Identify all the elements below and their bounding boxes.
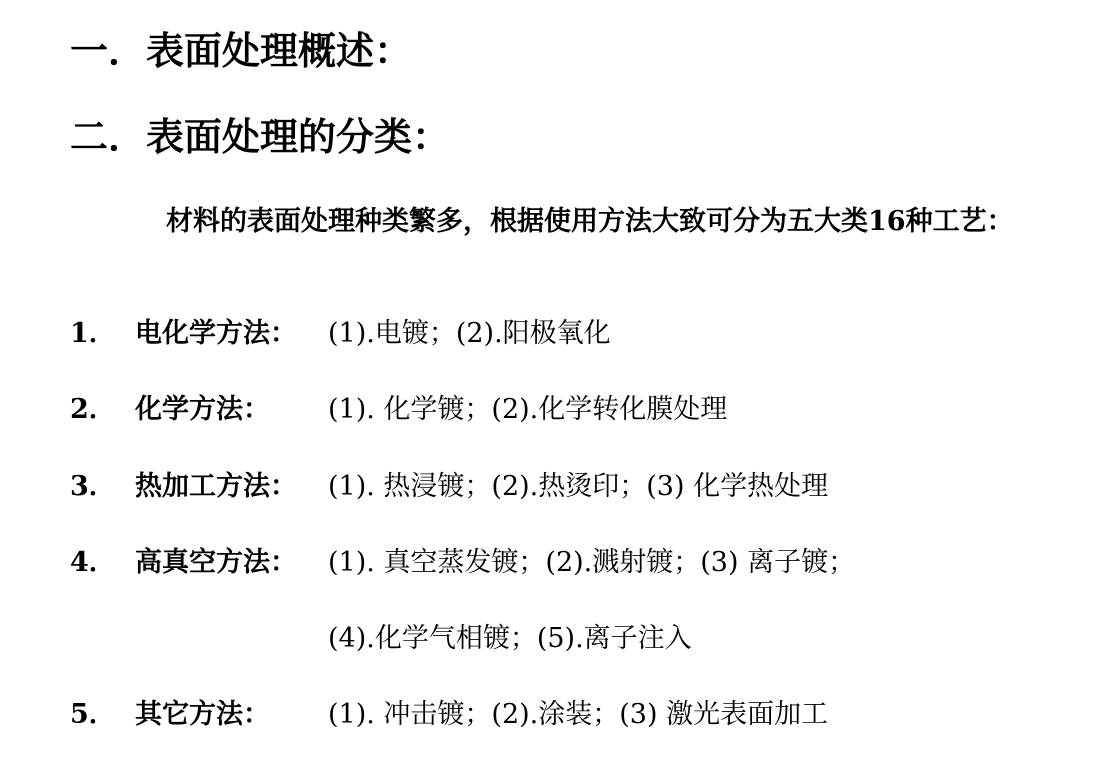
item-number: 3． xyxy=(70,471,116,502)
item-methods: (4).化学气相镀；(5).离子注入 xyxy=(328,623,692,654)
item-methods: (1). 真空蒸发镀；(2).溅射镀；(3) 离子镀； xyxy=(328,547,856,578)
list-item-continuation xyxy=(70,619,1070,659)
item-methods: (1). 冲击镀；(2).涂装；(3) 激光表面加工 xyxy=(328,699,829,730)
list-item xyxy=(70,314,1070,354)
list-item xyxy=(70,543,1070,583)
item-methods: (1). 热浸镀；(2).热烫印；(3) 化学热处理 xyxy=(328,471,829,502)
item-methods: (1).电镀；(2).阳极氧化 xyxy=(328,318,611,349)
item-label: 化学方法： xyxy=(135,394,270,425)
item-number: 4． xyxy=(70,547,116,578)
item-label: 热加工方法： xyxy=(135,471,297,502)
list-item xyxy=(70,695,1070,735)
section-heading-overview: 一．表面处理概述： xyxy=(70,29,413,73)
item-number: 5． xyxy=(70,699,116,730)
item-number: 2． xyxy=(70,394,116,425)
item-label: 高真空方法： xyxy=(135,547,297,578)
item-label: 电化学方法： xyxy=(135,318,297,349)
list-item xyxy=(70,467,1070,507)
item-methods: (1). 化学镀；(2).化学转化膜处理 xyxy=(328,394,728,425)
intro-paragraph: 材料的表面处理种类繁多，根据使用方法大致可分为五大类16种工艺： xyxy=(166,206,1014,237)
item-number: 1． xyxy=(70,318,116,349)
item-label: 其它方法： xyxy=(135,699,270,730)
section-heading-classification: 二．表面处理的分类： xyxy=(70,115,451,159)
list-item xyxy=(70,390,1070,430)
